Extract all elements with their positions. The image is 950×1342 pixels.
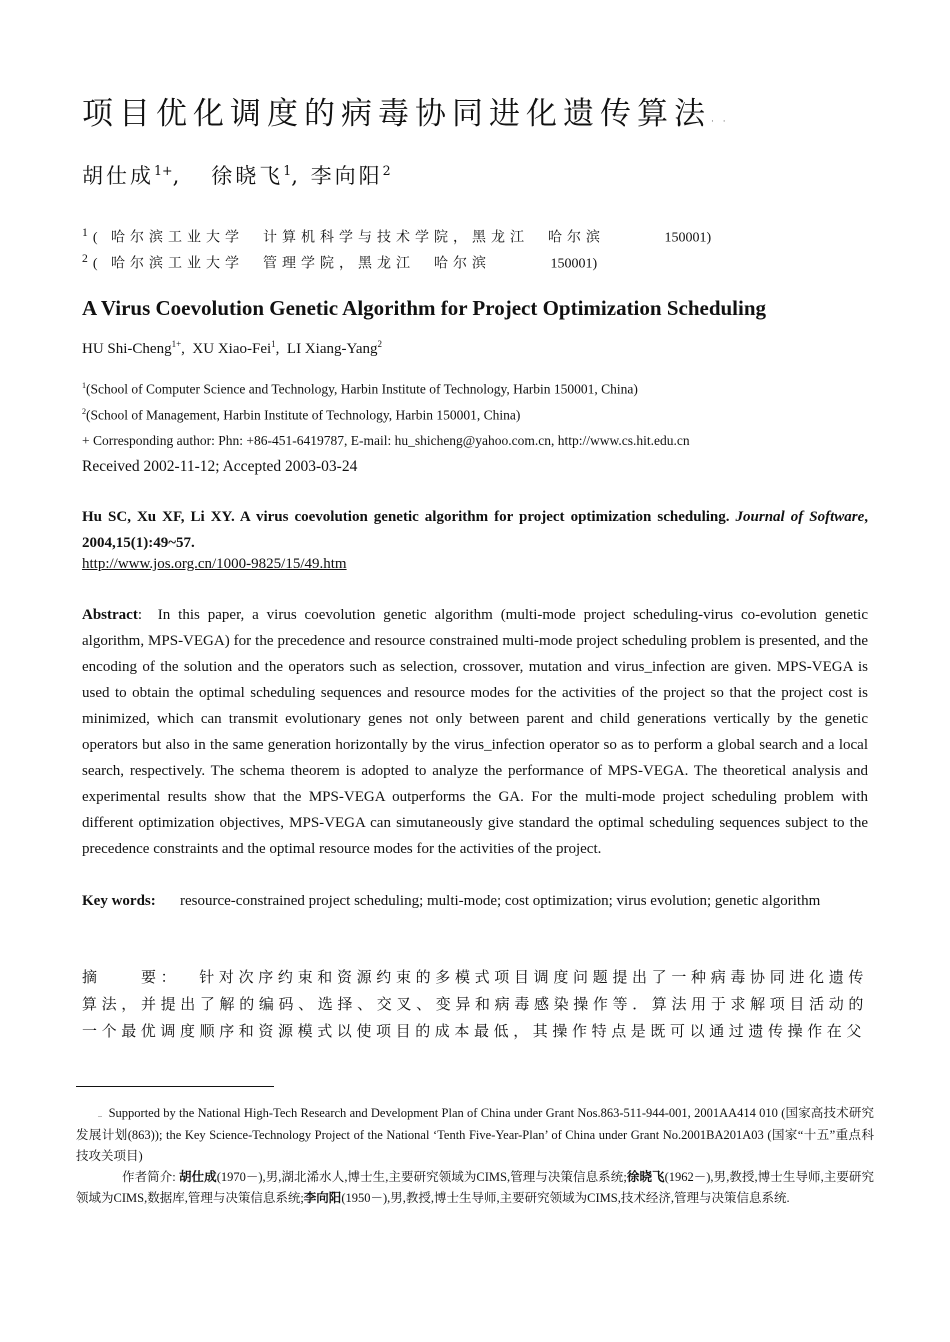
citation-prefix: Hu SC, Xu XF, Li XY. A virus coevolution genetic algorithm for project optimization scheduling. (82, 509, 730, 525)
author-sup: 2 (382, 163, 391, 178)
abstract-text: In this paper, a virus coevolution genetic algorithm (multi-mode project scheduling-virus co-evolution genetic algorithm, MPS-VEGA) for the precedence and resource constrained multi-mode project scheduling problem is presented, and the encoding of the solution and the operators such as selection, crossover, mutation and virus_infection are given. MPS-VEGA is used to obtain the optimal scheduling sequences and resource modes for the activities of the project so that the project cost is minimized, which can transmit evolutionary genes not only between parent and child generations vertically by the genetic operators but also in the same generation horizontally by the virus_infection operator so as to perform a global search and a local search, respectively. The schema theorem is adopted to analyze the performance of MPS-VEGA. The theoretical analysis and experimental results show that the MPS-VEGA outperforms the GA. For the multi-mode project scheduling problem with different optimization objectives, MPS-VEGA can simutaneously give standard the optimal scheduling sequences subject to the precedence constraints and the optimal resource modes for the activities of the project. (82, 607, 869, 857)
keywords (82, 888, 868, 914)
citation-suffix: , 2004,15(1):49~57. (82, 509, 868, 551)
received-date: Received 2002-11-12; Accepted 2003-03-24 (82, 458, 358, 475)
author-sup: 1 (271, 339, 276, 349)
bio-name: 胡仕成 (178, 1170, 217, 1184)
affiliation-sup: 1 (82, 381, 87, 390)
author-sup: 2 (377, 339, 382, 349)
affiliation-text: ( 哈尔滨工业大学 计算机科学与技术学院，黑龙江 哈尔滨 (92, 230, 605, 246)
author-sup: 1+ (171, 339, 182, 349)
keywords-label: Key words: (82, 893, 156, 909)
bio-text: (1962－),男,教授,博士生导师,主要研究领域为CIMS,数据库,管理与决策信息系统; (76, 1170, 874, 1205)
chinese-abstract (82, 964, 868, 1045)
chinese-abstract-label: 摘 要： (82, 968, 181, 986)
english-authors: HU Shi-Cheng$^{1+}$, XU Xiao-Fei$^1$, LI Xiang-Yang$^2$ (82, 339, 382, 357)
title-footnote-marks: · · (711, 117, 729, 127)
author-bio-footnote (76, 1167, 874, 1209)
affiliation-postcode: 150001) (550, 256, 598, 272)
chinese-affiliation-1 (82, 226, 711, 247)
author-name: 李向阳 (310, 164, 383, 188)
affiliation-sup: 1 (82, 226, 93, 239)
funding-footnote (76, 1103, 874, 1167)
affiliation-postcode: 150001) (664, 230, 712, 246)
affiliation-sup: 2 (82, 252, 93, 265)
citation (82, 504, 868, 556)
chinese-title (82, 88, 729, 133)
abstract-label: Abstract (82, 607, 138, 623)
author-name: XU Xiao-Fei (192, 341, 272, 357)
affiliation-text: (School of Computer Science and Technology, Harbin Institute of Technology, Harbin 150001, China) (86, 381, 638, 397)
footnote-divider (76, 1086, 274, 1087)
bio-text: (1970－),男,湖北浠水人,博士生,主要研究领域为CIMS,管理与决策信息系统; (216, 1170, 627, 1184)
chinese-authors: 胡仕成$^{1+}$, 徐晓飞$^1$, 李向阳$^2$ (82, 163, 391, 188)
footnote-marker: .. (98, 1110, 102, 1119)
affiliation-text: (School of Management, Harbin Institute of Technology, Harbin 150001, China) (86, 407, 521, 423)
author-sup: 1 (283, 163, 292, 178)
funding-text: Supported by the National High-Tech Research and Development Plan of China under Grant Nos.863-511-944-001, 2001AA414 010 (国家高技术研究发展计划(863)); the Key Science-Technology Project of the National ‘Tenth Five-Year-Plan’ of China under Grant No.2001BA201A03 (国家“十五”重点科技攻关项目) (76, 1106, 874, 1163)
english-title: A Virus Coevolution Genetic Algorithm for Project Optimization Scheduling (82, 296, 767, 320)
author-sup: 1+ (154, 163, 173, 178)
affiliation-text: ( 哈尔滨工业大学 管理学院，黑龙江 哈尔滨 (92, 256, 491, 272)
author-name: 胡仕成 (82, 164, 154, 188)
keywords-text: resource-constrained project scheduling; multi-mode; cost optimization; virus evolution; genetic algorithm (180, 893, 821, 909)
chinese-title-text: 项目优化调度的病毒协同进化遗传算法 (82, 96, 711, 132)
corresponding-author: + Corresponding author: Phn: +86-451-6419787, E-mail: hu_shicheng@yahoo.com.cn, http://www.cs.hit.edu.cn (82, 433, 690, 448)
english-affiliation-2 (82, 407, 520, 424)
citation-journal: Journal of Software (735, 509, 865, 525)
author-name: LI Xiang-Yang (286, 341, 378, 357)
english-affiliation-1 (82, 381, 638, 398)
english-abstract: Abstract: In this paper, a virus coevolution genetic algorithm (multi-mode project scheduling-virus co-evolution genetic algorithm, MPS-VEGA) for the precedence and resource constrained multi-mode project scheduling problem is presented, and the encoding of the solution and the operators such as selection, crossover, mutation and virus_infection are given. MPS-VEGA is used to obtain the optimal scheduling sequences and resource modes for the activities of the project so that the project cost is minimized, which can transmit evolutionary genes not only between parent and child generations vertically by the genetic operators but also in the same generation horizontally by the virus_infection operator so as to perform a global search and a local search, respectively. The schema theorem is adopted to analyze the performance of MPS-VEGA. The theoretical analysis and experimental results show that the MPS-VEGA outperforms the GA. For the multi-mode project scheduling problem with different optimization objectives, MPS-VEGA can simutaneously give standard the optimal scheduling sequences subject to the precedence constraints and the optimal resource modes for the activities of the project. (82, 607, 869, 857)
bio-name: 李向阳 (303, 1191, 342, 1205)
bio-text: (1950－),男,教授,博士生导师,主要研究领域为CIMS,技术经济,管理与决策信息系统. (341, 1191, 790, 1205)
author-name: HU Shi-Cheng (82, 341, 172, 357)
chinese-abstract-text: 针对次序约束和资源约束的多模式项目调度问题提出了一种病毒协同进化遗传算法，并提出了解的编码、选择、交叉、变异和病毒感染操作等．算法用于求解项目活动的一个最优调度顺序和资源模式以使项目的成本最低，其操作特点是既可以通过遗传操作在父 (82, 968, 868, 1040)
article-url-link[interactable]: http://www.jos.org.cn/1000-9825/15/49.htm (82, 556, 347, 572)
author-name: 徐晓飞 (211, 164, 284, 188)
affiliation-sup: 2 (82, 407, 87, 416)
chinese-affiliation-2 (82, 252, 597, 273)
bio-label: 作者简介: (122, 1170, 176, 1184)
bio-name: 徐晓飞 (626, 1170, 665, 1184)
